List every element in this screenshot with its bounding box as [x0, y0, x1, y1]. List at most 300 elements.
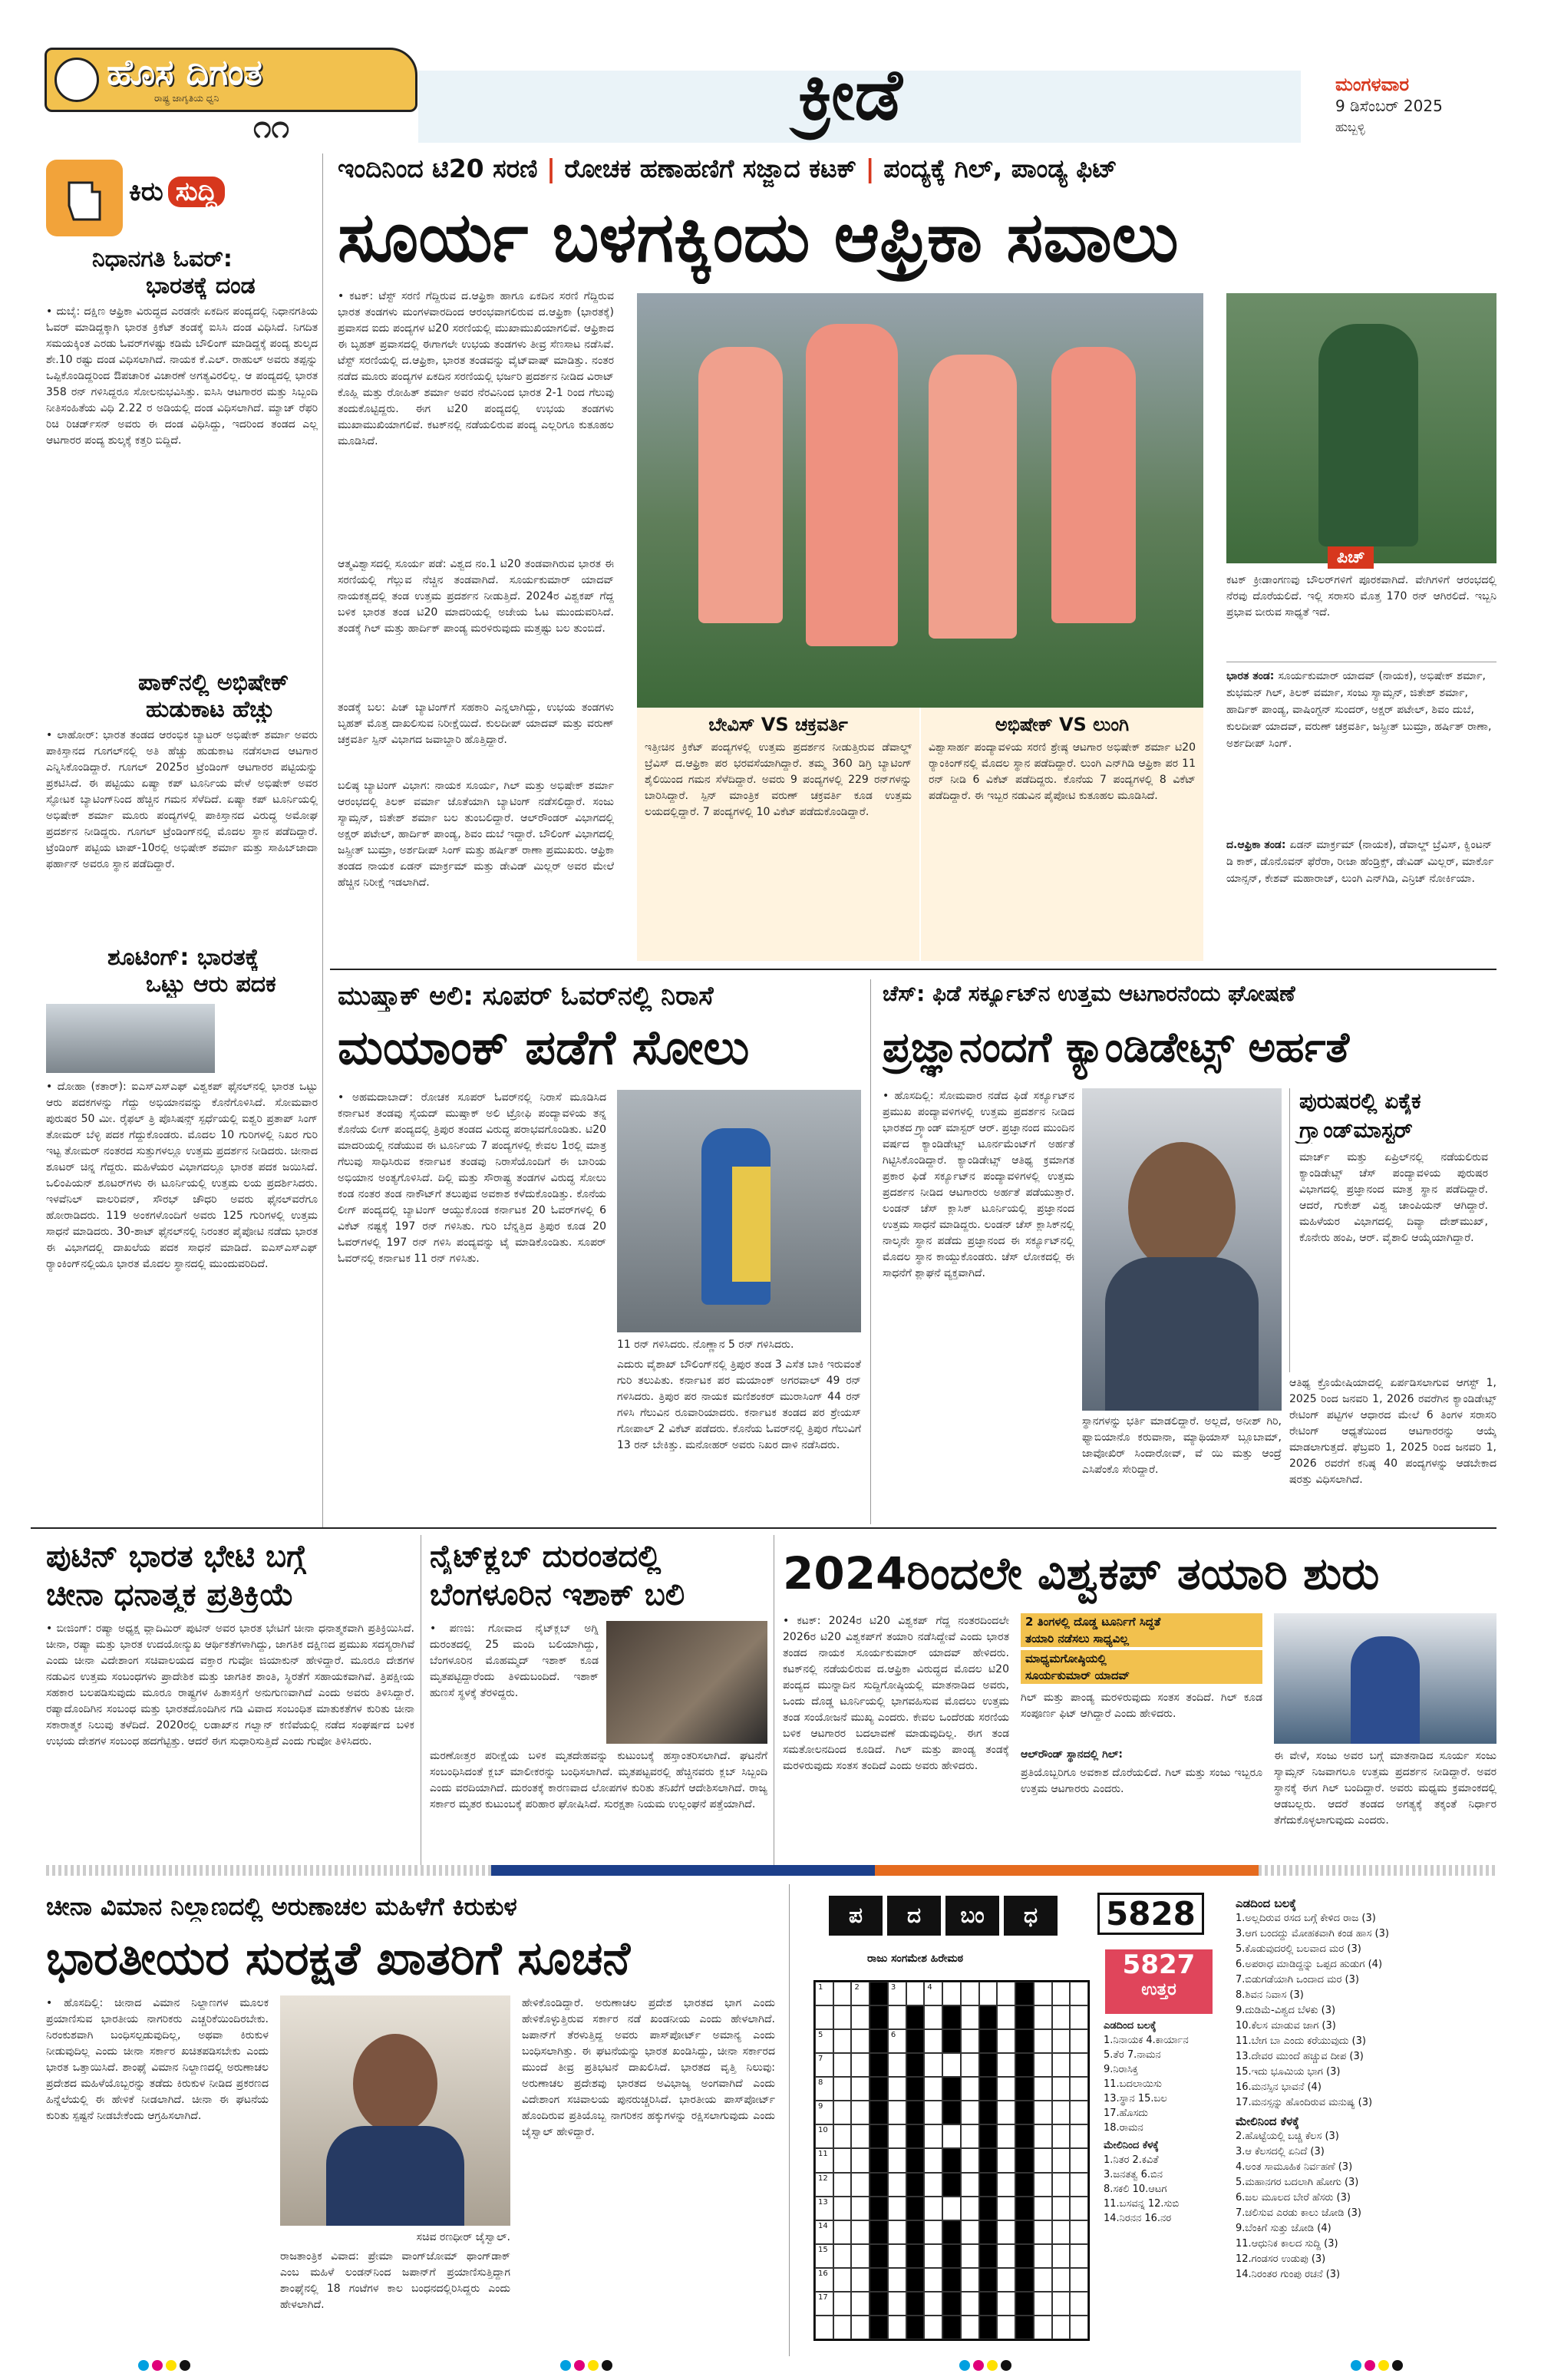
crossword-cell[interactable] — [942, 2124, 961, 2148]
crossword-cell[interactable] — [924, 2244, 942, 2268]
crossword-cell — [979, 2101, 998, 2124]
crossword-cell[interactable] — [961, 2197, 979, 2220]
crossword-cell — [906, 2173, 925, 2197]
brief-title: ಭಾರತಕ್ಕೆ ದಂಡ — [146, 272, 256, 299]
crossword-cell[interactable] — [1052, 2101, 1071, 2124]
logo-text: ಹೊಸ ದಿಗಂತ — [107, 51, 262, 93]
crossword-cell — [906, 2029, 925, 2053]
crossword-answers: ಎಡದಿಂದ ಬಲಕ್ಕೆ 1.ನಿನಾಯಕ 4.ಕಾರ್ಯಾನ 5.ತೆರ 7.ನಾಮನ 9.ನಿರಾಸಿಕ್ತ 11.ಬದಲಾಯಿಸು 13.ಸ್ಥಾನ 15.ಬಲ 17.ಹೊಸದು 18.ರಾಮನ ಮೇಲಿನಿಂದ ಕೆಳಕ್ಕೆ 1.ನಿತರ 2.ಕವಿತೆ 3.ಜನತತ್ವ 6.ಬಿನ 8.ಸಕಲಿ 10.ಆಟಗ 11.ಬಸವನ್ನ 12.ಸುಬಿ 14.ನಿರನನ 16.ನರ — [1104, 2019, 1219, 2349]
crossword-cell[interactable] — [1034, 2173, 1052, 2197]
sa-squad: ದ.ಆಫ್ರಿಕಾ ತಂಡ: ಏಡನ್ ಮಾರ್ಕ್ರಮ್ (ನಾಯಕ), ಡೆವಾಲ್ಡ್ ಬ್ರೆವಿಸ್, ಕ್ವಿಂಟನ್ ಡಿ ಕಾಕ್, ಡೊನೊವನ್ ಫೆರೆರಾ, ರೀಜಾ ಹೆಂಡ್ರಿಕ್ಸ್, ಡೇವಿಡ್ ಮಿಲ್ಲರ್, ಮಾರ್ಕೊ ಯಾನ್ಸನ್, ಕೇಶವ್ ಮಹಾರಾಜ್, ಲುಂಗಿ ಎನ್‌ಗಿಡಿ, ಎನ್ರಿಚ್ ನೋರ್ಕಿಯಾ. — [1226, 839, 1494, 885]
pragg-headline: ಪ್ರಜ್ಞಾನಂದಗೆ ಕ್ಯಾಂಡಿಡೇಟ್ಸ್ ಅರ್ಹತೆ — [883, 1023, 1350, 1071]
crossword-cell[interactable] — [1070, 2053, 1088, 2077]
crossword-cell[interactable] — [942, 1982, 961, 2005]
crossword-cell[interactable] — [1052, 2173, 1071, 2197]
crossword-cell[interactable] — [924, 2220, 942, 2244]
crossword-cell[interactable] — [997, 2148, 1015, 2172]
crossword-cell[interactable] — [1070, 2197, 1088, 2220]
crossword-cell[interactable] — [961, 2005, 979, 2029]
masthead-day: ಮಂಗಳವಾರ — [1335, 74, 1410, 95]
pitch-label: ಪಿಚ್ — [1328, 546, 1374, 569]
crossword-cell[interactable] — [1070, 2148, 1088, 2172]
crossword-cell — [906, 2292, 925, 2316]
pragg-body: • ಹೊಸದಿಲ್ಲಿ: ಸೋಮವಾರ ನಡೆದ ಫಿಡೆ ಸರ್ಕ್ಯೂಟ್‌ನ ಪ್ರಮುಖ ಪಂದ್ಯಾವಳಿಗಳಲ್ಲಿ ಉತ್ತಮ ಪ್ರದರ್ಶನ ನೀಡಿದ ಭಾರತದ ಗ್ರ್ಯಾಂಡ್ ಮಾಸ್ಟರ್ ಆರ್. ಪ್ರಜ್ಞಾನಂದ ಮುಂದಿನ ವರ್ಷದ ಕ್ಯಾಂಡಿಡೇಟ್ಸ್ ಟೂರ್ನಮೆಂಟ್‌ಗೆ ಅರ್ಹತೆ ಗಿಟ್ಟಿಸಿಕೊಂಡಿದ್ದಾರೆ. ಕ್ಯಾಂಡಿಡೇಟ್ಸ್ ಆತಿಥ್ಯ ಕ್ರಮಾಗತ ಪ್ರಕಾರ ಫಿಡೆ ಸರ್ಕ್ಯೂಟ್‌ನ ಪಂದ್ಯಾವಳಿಗಳಲ್ಲಿ ಉತ್ತಮ ಪ್ರದರ್ಶನ ನೀಡಿದ ಆಟಗಾರರು ಅರ್ಹತೆ ಪಡೆಯುತ್ತಾರೆ. ಲಂಡನ್ ಚೆಸ್ ಕ್ಲಾಸಿಕ್ ಟೂರ್ನಿಯಲ್ಲಿ ಪ್ರಜ್ಞಾನಂದ ಉತ್ತಮ ಸಾಧನೆ ಮಾಡಿದ್ದರು. ಲಂಡನ್ ಚೆಸ್ ಕ್ಲಾಸಿಕ್‌ನಲ್ಲಿ ನಾಲ್ಕನೇ ಸ್ಥಾನ ಪಡೆದು ಪ್ರಜ್ಞಾನಂದ ಈ ಸರ್ಕ್ಯೂಟ್‌ನಲ್ಲಿ ಮೊದಲ ಸ್ಥಾನ ಕಾಯ್ದುಕೊಂಡರು. ಚೆಸ್ ಲೋಕದಲ್ಲಿ ಈ ಸಾಧನೆಗೆ ಶ್ಲಾಘನೆ ವ್ಯಕ್ತವಾಗಿದೆ. — [883, 1090, 1074, 1279]
crossword-cell[interactable] — [1034, 2316, 1052, 2339]
crossword-cell[interactable] — [888, 2005, 906, 2029]
crossword-cell[interactable] — [888, 2268, 906, 2292]
crossword-cell[interactable] — [1052, 2220, 1071, 2244]
crossword-cell[interactable] — [924, 2053, 942, 2077]
crossword-cell[interactable] — [924, 2268, 942, 2292]
crossword-cell — [869, 2124, 888, 2148]
crossword-cell[interactable] — [961, 2268, 979, 2292]
crossword-cell[interactable] — [888, 2220, 906, 2244]
crossword-cell[interactable] — [851, 2268, 869, 2292]
crossword-cell[interactable] — [961, 2173, 979, 2197]
crossword-cell[interactable] — [942, 2053, 961, 2077]
crossword-cell[interactable]: 7 — [815, 2053, 833, 2077]
crossword-cell — [942, 2316, 961, 2339]
crossword-cell[interactable] — [997, 2292, 1015, 2316]
crossword-cell[interactable] — [1070, 2124, 1088, 2148]
crossword-cell[interactable] — [1070, 1982, 1088, 2005]
india-squad: ಭಾರತ ತಂಡ: ಸೂರ್ಯಕುಮಾರ್ ಯಾದವ್ (ನಾಯಕ), ಅಭಿಷೇಕ್ ಶರ್ಮಾ, ಶುಭಮನ್ ಗಿಲ್, ತಿಲಕ್ ವರ್ಮಾ, ಸಂಜು ಸ್ಯಾಮ್ಸನ್, ಜಿತೇಶ್ ಶರ್ಮಾ, ಹಾರ್ದಿಕ್ ಪಾಂಡ್ಯ, ವಾಷಿಂಗ್ಟನ್ ಸುಂದರ್, ಅಕ್ಷರ್ ಪಟೇಲ್, ಶಿವಂ ದುಬೆ, ಕುಲದೀಪ್ ಯಾದವ್, ವರುಣ್ ಚಕ್ರವರ್ತಿ, ಜಸ್ಪ್ರೀತ್ ಬುಮ್ರಾ, ಹರ್ಷಿತ್ ರಾಣಾ, ಅರ್ಶದೀಪ್ ಸಿಂಗ್. — [1226, 670, 1492, 750]
clue-across: 10.ಕೆಲಸ ಮಾಡುವ ಜಾಗ (3) — [1236, 2020, 1336, 2032]
crossword-cell[interactable] — [997, 2077, 1015, 2101]
crossword-cell[interactable] — [997, 2197, 1015, 2220]
answer-down: 1.ನಿತರ 2.ಕವಿತೆ — [1104, 2154, 1159, 2166]
crossword-cell — [942, 2029, 961, 2053]
crossword-cell[interactable] — [851, 2220, 869, 2244]
box-body: ಮಾರ್ಚ್ ಮತ್ತು ಏಪ್ರಿಲ್‌ನಲ್ಲಿ ನಡೆಯಲಿರುವ ಕ್ಯಾಂಡಿಡೇಟ್ಸ್ ಚೆಸ್ ಪಂದ್ಯಾವಳಿಯ ಪುರುಷರ ವಿಭಾಗದಲ್ಲಿ ಪ್ರಜ್ಞಾನಂದ ಮಾತ್ರ ಸ್ಥಾನ ಪಡೆದಿದ್ದಾರೆ. ಆದರೆ, ಗುಕೇಶ್ ವಿಶ್ವ ಚಾಂಪಿಯನ್ ಆಗಿದ್ದಾರೆ. ಮಹಿಳೆಯರ ವಿಭಾಗದಲ್ಲಿ ದಿವ್ಯಾ ದೇಶ್‌ಮುಖ್, ಕೊನೇರು ಹಂಪಿ, ಆರ್. ವೈಶಾಲಿ ಆಯ್ಕೆಯಾಗಿದ್ದಾರೆ. — [1299, 1151, 1488, 1244]
crossword-cell[interactable]: 15 — [815, 2244, 833, 2268]
pragg-body: ಸ್ಥಾನಗಳನ್ನು ಭರ್ತಿ ಮಾಡಲಿದ್ದಾರೆ. ಅಲ್ಲದೆ, ಅನೀಶ್ ಗಿರಿ, ಫ್ಯಾಬಿಯಾನೊ ಕರುವಾನಾ, ಮ್ಯಾಥಿಯಾಸ್ ಬ್ಲೂಬಾಮ್, ಜಾವೋಖಿರ್ ಸಿಂದಾರೋವ್, ವೆ ಯಿ ಮತ್ತು ಆಂದ್ರೆ ಎಸಿಪೆಂಕೊ ಸೇರಿದ್ದಾರೆ. — [1082, 1415, 1282, 1476]
jaiswal-photo — [280, 1995, 510, 2226]
crossword-cell[interactable] — [851, 2316, 869, 2339]
crossword-cell[interactable] — [961, 2316, 979, 2339]
crossword-cell[interactable] — [888, 2101, 906, 2124]
brief-3 — [46, 944, 318, 1516]
crossword-cell — [869, 2220, 888, 2244]
crossword-cell[interactable] — [1052, 2197, 1071, 2220]
crossword-cells — [813, 1980, 1090, 2341]
worldcup-body: ಪ್ರತಿಯೊಬ್ಬರಿಗೂ ಅವಕಾಶ ದೊರೆಯಲಿದೆ. ಗಿಲ್ ಮತ್ತು ಸಂಜು ಇಬ್ಬರೂ ಉತ್ತಮ ಆಟಗಾರರು ಎಂದರು. — [1021, 1767, 1262, 1795]
crossword-cell[interactable] — [851, 2124, 869, 2148]
answer-down: 11.ಬಸವನ್ನ 12.ಸುಬಿ — [1104, 2198, 1180, 2210]
crossword-cell[interactable] — [961, 2124, 979, 2148]
logo-emblem-icon — [54, 58, 99, 102]
crossword-cell[interactable] — [1070, 2316, 1088, 2339]
worldcup-sub: ತಯಾರಿ ನಡೆಸಲು ಸಾಧ್ಯವಿಲ್ಲ — [1021, 1630, 1262, 1647]
crossword-cell — [979, 2029, 998, 2053]
clue-down: 7.ಚಲಿಸುವ ಎರಡು ಕಾಲು ಜೋಡಿ (3) — [1236, 2207, 1362, 2219]
crossword-cell — [906, 2101, 925, 2124]
crossword-cell[interactable] — [1034, 2077, 1052, 2101]
crossword-cell[interactable] — [1034, 2220, 1052, 2244]
clue-down: 12.ಗಂಡಸರ ಉಡುಪು (3) — [1236, 2253, 1326, 2265]
section-separator-bar — [46, 1865, 1496, 1876]
pitch-text: ಕಟಕ್ ಕ್ರೀಡಾಂಗಣವು ಬೌಲರ್‌ಗಳಿಗೆ ಪೂರಕವಾಗಿದೆ. ವೇಗಿಗಳಿಗೆ ಆರಂಭದಲ್ಲಿ ನೆರವು ದೊರೆಯಲಿದೆ. ಇಲ್ಲಿ ಸರಾಸರಿ ಮೊತ್ತ 170 ರನ್ ಆಗಿರಲಿದೆ. ಇಬ್ಬನಿ ಪ್ರಭಾವ ಬೀರುವ ಸಾಧ್ಯತೆ ಇದೆ. — [1226, 574, 1496, 619]
crossword-cell — [906, 2268, 925, 2292]
crossword-cell[interactable] — [924, 2077, 942, 2101]
brief-title: ಒಟ್ಟು ಆರು ಪದಕ — [146, 971, 276, 998]
kirusuddi-label: ಕಿರು ಸುದ್ದಿ — [129, 177, 225, 207]
crossword-cell — [906, 2148, 925, 2172]
crossword-cell[interactable] — [1070, 2173, 1088, 2197]
lead-body: ಬಲಿಷ್ಠ ಬ್ಯಾಟಿಂಗ್ ವಿಭಾಗ: ನಾಯಕ ಸೂರ್ಯ, ಗಿಲ್ ಮತ್ತು ಅಭಿಷೇಕ್ ಶರ್ಮಾ ಆರಂಭದಲ್ಲಿ ತಿಲಕ್ ವರ್ಮಾ ಜೊತೆಯಾಗಿ ಬ್ಯಾಟಿಂಗ್ ನಡೆಸಲಿದ್ದಾರೆ. ಸಂಜು ಸ್ಯಾಮ್ಸನ್, ಜಿತೇಶ್ ಶರ್ಮಾ ಬಲ ತುಂಬಲಿದ್ದಾರೆ. ಆಲ್‌ರೌಂಡರ್ ವಿಭಾಗದಲ್ಲಿ ಅಕ್ಷರ್ ಪಟೇಲ್, ಹಾರ್ದಿಕ್ ಪಾಂಡ್ಯ, ಶಿವಂ ದುಬೆ ಇದ್ದಾರೆ. ಬೌಲಿಂಗ್ ವಿಭಾಗದಲ್ಲಿ ಜಸ್ಪ್ರೀತ್ ಬುಮ್ರಾ, ಅರ್ಶದೀಪ್ ಸಿಂಗ್ ಮತ್ತು ಹರ್ಷಿತ್ ರಾಣಾ ಪ್ರಮುಖರು. ಆಫ್ರಿಕಾ ತಂಡದ ನಾಯಕ ಏಡನ್ ಮಾರ್ಕ್ರಮ್ ಮತ್ತು ಡೇವಿಡ್ ಮಿಲ್ಲರ್ ಅವರ ಮೇಲೆ ಹೆಚ್ಚಿನ ನಿರೀಕ್ಷೆ ಇಡಲಾಗಿದೆ. — [338, 780, 614, 889]
shooter-photo — [46, 1004, 215, 1073]
crossword-cell — [1015, 2220, 1034, 2244]
brief-title: ಶೂಟಿಂಗ್: ಭಾರತಕ್ಕೆ — [107, 944, 259, 971]
crossword-cell[interactable] — [833, 2053, 852, 2077]
crossword-cell[interactable] — [924, 2316, 942, 2339]
crossword-cell — [1015, 1982, 1034, 2005]
crossword-cell[interactable] — [851, 2244, 869, 2268]
putin-headline: ಚೀನಾ ಧನಾತ್ಮಕ ಪ್ರತಿಕ್ರಿಯೆ — [46, 1577, 294, 1613]
box-title: ಪುರುಷರಲ್ಲಿ ಏಕೈಕ — [1299, 1088, 1421, 1114]
crossword-cell[interactable] — [1052, 2268, 1071, 2292]
crossword-cell[interactable] — [1034, 2292, 1052, 2316]
crossword-cell[interactable] — [815, 2005, 833, 2029]
crossword-cell — [979, 2053, 998, 2077]
crossword-cell — [869, 1982, 888, 2005]
mayank-body: • ಅಹಮದಾಬಾದ್: ರೋಚಕ ಸೂಪರ್ ಓವರ್‌ನಲ್ಲಿ ನಿರಾಸೆ ಮೂಡಿಸಿದ ಕರ್ನಾಟಕ ತಂಡವು ಸೈಯದ್ ಮುಷ್ತಾಕ್ ಅಲಿ ಟ್ರೋಫಿ ಪಂದ್ಯಾವಳಿಯ ತನ್ನ ಕೊನೆಯ ಲೀಗ್ ಪಂದ್ಯದಲ್ಲಿ ತ್ರಿಪುರ ತಂಡದ ವಿರುದ್ಧ ಪರಾಭವಗೊಂಡಿತು. ಟಿ20 ಮಾದರಿಯಲ್ಲಿ ನಡೆಯುವ ಈ ಟೂರ್ನಿಯ 7 ಪಂದ್ಯಗಳಲ್ಲಿ ಕೇವಲ 1ರಲ್ಲಿ ಮಾತ್ರ ಗೆಲುವು ಸಾಧಿಸಿರುವ ಕರ್ನಾಟಕ ತಂಡವು ನಿರಾಸೆಯೊಂದಿಗೆ ಈ ಬಾರಿಯ ಅಭಿಯಾನ ಅಂತ್ಯಗೊಳಿಸಿದೆ. ದಿಲ್ಲಿ ಮತ್ತು ಸೌರಾಷ್ಟ್ರ ತಂಡಗಳ ವಿರುದ್ಧ ಸೋಲು ಕಂಡ ನಂತರ ತಂಡ ನಾಕೌಟ್‌ಗೆ ತಲುಪುವ ಅವಕಾಶ ಕಳೆದುಕೊಂಡಿತ್ತು. ಕೊನೆಯ ಲೀಗ್ ಪಂದ್ಯದಲ್ಲಿ ಬ್ಯಾಟಿಂಗ್ ಆಯ್ದುಕೊಂಡ ಕರ್ನಾಟಕ 20 ಓವರ್‌ಗಳಲ್ಲಿ 6 ವಿಕೆಟ್ ನಷ್ಟಕ್ಕೆ 197 ರನ್ ಗಳಿಸಿತು. ಗುರಿ ಬೆನ್ನತ್ತಿದ ತ್ರಿಪುರ ಕೂಡ 20 ಓವರ್‌ಗಳಲ್ಲಿ 197 ರನ್ ಗಳಿಸಿ ಪಂದ್ಯವನ್ನು ಟೈ ಮಾಡಿಕೊಂಡಿತು. ಸೂಪರ್ ಓವರ್‌ನಲ್ಲಿ ಕರ್ನಾಟಕ 11 ರನ್ ಗಳಿಸಿತು. — [338, 1091, 606, 1265]
crossword-cell — [869, 2316, 888, 2339]
brief-title: ಹುಡುಕಾಟ ಹೆಚ್ಚು — [146, 696, 276, 723]
crossword-cell[interactable]: 14 — [815, 2220, 833, 2244]
box-title: ಗ್ರ್ಯಾಂಡ್‌ಮಾಸ್ಟರ್ — [1299, 1117, 1413, 1143]
crossword-cell[interactable] — [997, 2101, 1015, 2124]
crossword-cell[interactable] — [1052, 1982, 1071, 2005]
crossword-cell[interactable] — [888, 2077, 906, 2101]
crossword-cell[interactable] — [1034, 2197, 1052, 2220]
crossword-cell[interactable] — [833, 2268, 852, 2292]
crossword-cell — [869, 2148, 888, 2172]
masthead — [0, 0, 1541, 146]
crossword-cell — [906, 2197, 925, 2220]
crossword-cell[interactable] — [961, 2077, 979, 2101]
crossword-cell — [979, 2148, 998, 2172]
crossword-cell[interactable] — [1052, 2316, 1071, 2339]
crossword-cell[interactable] — [833, 2316, 852, 2339]
crossword-cell[interactable] — [851, 2292, 869, 2316]
crossword-cell[interactable] — [833, 2148, 852, 2172]
crossword-cell[interactable] — [1034, 2053, 1052, 2077]
crossword-cell[interactable] — [815, 2316, 833, 2339]
crossword-cell — [1015, 2077, 1034, 2101]
print-marks — [560, 2359, 615, 2374]
brief-body: • ದೋಹಾ (ಕತಾರ್): ಐಎಸ್‌ಎಸ್‌ಎಫ್ ವಿಶ್ವಕಪ್ ಫೈನಲ್‌ನಲ್ಲಿ ಭಾರತ ಒಟ್ಟು ಆರು ಪದಕಗಳನ್ನು ಗೆದ್ದು ಅಭಿಯಾನವನ್ನು ಕೊನೆಗೊಳಿಸಿದೆ. ಸೋಮವಾರ ಪುರುಷರ 50 ಮೀ. ರೈಫಲ್ ತ್ರಿ ಪೊಸಿಷನ್ಸ್ ಸ್ಪರ್ಧೆಯಲ್ಲಿ ಐಶ್ವರಿ ಪ್ರತಾಪ್ ಸಿಂಗ್ ತೋಮರ್ ಬೆಳ್ಳಿ ಪದಕ ಗೆದ್ದುಕೊಂಡರು. ಮೊದಲ 10 ಗುರಿಗಳಲ್ಲಿ ನಿಖರ ಗುರಿ ಇಟ್ಟ ತೋಮರ್ ನಂತರದ ಸುತ್ತುಗಳಲ್ಲೂ ಉತ್ತಮ ಪ್ರದರ್ಶನ ನೀಡಿದರು. ಚೀನಾದ ಶೂಟರ್ ಚಿನ್ನ ಗೆದ್ದರು. ಮಹಿಳೆಯರ ವಿಭಾಗದಲ್ಲೂ ಭಾರತ ಪದಕ ಜಯಿಸಿದೆ. ಒಲಿಂಪಿಯನ್ ಶೂಟರ್‌ಗಳು ಈ ಟೂರ್ನಿಯಲ್ಲಿ ಉತ್ತಮ ಲಯ ಪ್ರದರ್ಶಿಸಿದರು. ಇಳವೆನಿಲ್ ವಾಲರಿವನ್, ಸೌರಭ್ ಚೌಧರಿ ಅವರು ಫೈನಲ್‌ವರೆಗೂ ಹೋರಾಡಿದರು. 119 ಅಂಕಗಳೊಂದಿಗೆ ಅವರು 125 ಗುರಿಗಳಲ್ಲಿ ಉತ್ತಮ ಸಾಧನೆ ಮಾಡಿದರು. 30-ಶಾಟ್ ಫೈನಲ್‌ನಲ್ಲಿ ನಿರಂತರ ಪೈಪೋಟಿ ನಡೆದು ಭಾರತ ಈ ವಿಭಾಗದಲ್ಲಿ ದಾಖಲೆಯ ಪದಕ ಸಾಧನೆ ಮಾಡಿದೆ. ಐಎಸ್‌ಎಸ್‌ಎಫ್ ರ‍್ಯಾಂಕಿಂಗ್‌ನಲ್ಲಿಯೂ ಭಾರತ ಮೊದಲ ಸ್ಥಾನದಲ್ಲಿ ಮುಂದುವರಿದಿದೆ. — [46, 1081, 318, 1270]
crossword-cell[interactable] — [924, 2292, 942, 2316]
nightclub-headline: ನೈಟ್‌ಕ್ಲಬ್ ದುರಂತದಲ್ಲಿ — [430, 1539, 662, 1574]
crossword-cell[interactable] — [997, 2244, 1015, 2268]
crossword-cell[interactable] — [997, 2268, 1015, 2292]
nightclub-headline: ಬೆಂಗಳೂರಿನ ಇಶಾಕ್ ಬಲಿ — [430, 1577, 685, 1613]
crossword-cell[interactable] — [906, 1982, 925, 2005]
crossword-cell[interactable] — [833, 2077, 852, 2101]
crossword-cell — [906, 2220, 925, 2244]
crossword-cell[interactable] — [851, 2005, 869, 2029]
caption-body: ಇತ್ತೀಚಿನ ಕ್ರಿಕೆಟ್ ಪಂದ್ಯಗಳಲ್ಲಿ ಉತ್ತಮ ಪ್ರದರ್ಶನ ನೀಡುತ್ತಿರುವ ಡೆವಾಲ್ಡ್ ಬ್ರೆವಿಸ್ ದ.ಆಫ್ರಿಕಾ ಪರ ಭರವಸೆಯಾಗಿದ್ದಾರೆ. ತಮ್ಮ 360 ಡಿಗ್ರಿ ಬ್ಯಾಟಿಂಗ್ ಶೈಲಿಯಿಂದ ಗಮನ ಸೆಳೆದಿದ್ದಾರೆ. ಅವರು 9 ಪಂದ್ಯಗಳಲ್ಲಿ 229 ರನ್‌ಗಳನ್ನು ಬಾರಿಸಿದ್ದಾರೆ. ಸ್ಪಿನ್ ಮಾಂತ್ರಿಕ ವರುಣ್ ಚಕ್ರವರ್ತಿ ಕೂಡ ಉತ್ತಮ ಲಯದಲ್ಲಿದ್ದಾರೆ. 7 ಪಂದ್ಯಗಳಲ್ಲಿ 10 ವಿಕೆಟ್ ಪಡೆದುಕೊಂಡಿದ್ದಾರೆ. — [645, 741, 912, 818]
crossword-cell[interactable] — [1070, 2101, 1088, 2124]
crossword-clues: ಎಡದಿಂದ ಬಲಕ್ಕೆ 1.ಅಲ್ಲದಿರುವ ರಸದ ಬಗ್ಗೆ ಕೇಳಿದ ರಾಜ (3) 3.ಆಗ ಬಂದದ್ದು ಮೋಹಕವಾಗಿ ಕಂಡ ಹಾಸ (3) 5.ಕೊಡುವುದರಲ್ಲಿ ಬಲವಾದ ಮರ (3) 6.ಅಪರಾಧ ಮಾಡಿದ್ದನ್ನು ಒಪ್ಪದ ಹುಡುಗ (4) 7.ಬಿಡುಗಡೆಯಾಗಿ ಒಂದಾದ ಮರ (3) 8.ಶಿವನ ನಿವಾಸ (3) 9.ದುಡಿಮೆ-ವಿಶ್ವದ ಬೆಳಕು (3) 10.ಕೆಲಸ ಮಾಡುವ ಜಾಗ (3) 11.ಬೇಗ ಬಾ ಎಂದು ಕರೆಯುವುದು (3) 13.ದೇವರ ಮುಂದೆ ಹಚ್ಚುವ ದೀಪ (3) 15.ಇದು ಭೂಮಿಯ ಭಾಗ (3) 16.ಮನಸ್ಸಿನ ಭಾವನೆ (4) 17.ಮನಸ್ಸನ್ನು ಹೊಂದಿರುವ ಮನುಷ್ಯ (3) ಮೇಲಿನಿಂದ ಕೆಳಕ್ಕೆ 2.ಹೊಟ್ಟೆಯಲ್ಲಿ ಬಚ್ಚಿ ಕೆಲಸ (3) 3.ಆ ಕೆಲಸದಲ್ಲಿ ಏನಿದೆ (3) 4.ಅಂತ ಸಾಮೂಹಿಕ ನಿರ್ವಹಣೆ (3) 5.ಮಹಾನಗರ ಬದಲಾಗಿ ಹೋಗು (3) 6.ಜಲ ಮೂಲದ ಬೇರೆ ಹೆಸರು (3) 7.ಚಲಿಸುವ ಎರಡು ಕಾಲು ಜೋಡಿ (3) 9.ಬೆಂಕಿಗೆ ಸುತ್ತು ಜೋಡಿ (4) 11.ಆಧುನಿಕ ಕಾಲದ ಸುದ್ದಿ (3) 12.ಗಂಡಸರ ಉಡುಪು (3) 14.ನಿರಂತರ ಗುಂಪು ರಚನೆ (3) — [1236, 1896, 1496, 2356]
crossword-cell[interactable] — [1070, 2220, 1088, 2244]
caption-abhishek — [921, 708, 1203, 961]
crossword-cell[interactable]: 16 — [815, 2268, 833, 2292]
crossword-cell[interactable] — [833, 2005, 852, 2029]
crossword-cell[interactable] — [851, 2029, 869, 2053]
crossword-cell — [942, 2268, 961, 2292]
crossword-cell[interactable]: 10 — [815, 2124, 833, 2148]
crossword-cell[interactable]: 2 — [851, 1982, 869, 2005]
crossword-cell[interactable] — [961, 1982, 979, 2005]
brief-2 — [46, 669, 318, 938]
worldcup-sub: ಮಾಧ್ಯಮಗೋಷ್ಠಿಯಲ್ಲಿ — [1021, 1650, 1262, 1667]
crossword-cell[interactable] — [997, 2029, 1015, 2053]
crossword-cell[interactable] — [851, 2077, 869, 2101]
lead-body: ತಂಡಕ್ಕೆ ಬಲ: ಪಿಚ್ ಬ್ಯಾಟಿಂಗ್‌ಗೆ ಸಹಕಾರಿ ಎನ್ನಲಾಗಿದ್ದು, ಉಭಯ ತಂಡಗಳು ಬೃಹತ್ ಮೊತ್ತ ದಾಖಲಿಸುವ ನಿರೀಕ್ಷೆಯಿದೆ. ಕುಲದೀಪ್ ಯಾದವ್ ಮತ್ತು ವರುಣ್ ಚಕ್ರವರ್ತಿ ಸ್ಪಿನ್ ವಿಭಾಗದ ಜವಾಬ್ದಾರಿ ಹೊತ್ತಿದ್ದಾರೆ. — [338, 701, 614, 746]
crossword-cell[interactable] — [1034, 1982, 1052, 2005]
clue-down: 4.ಅಂತ ಸಾಮೂಹಿಕ ನಿರ್ವಹಣೆ (3) — [1236, 2161, 1353, 2173]
crossword-cell[interactable] — [1034, 2005, 1052, 2029]
nightclub-fire-photo — [606, 1621, 767, 1744]
crossword-cell — [942, 2101, 961, 2124]
brief-body: • ದುಬೈ: ದಕ್ಷಿಣ ಆಫ್ರಿಕಾ ವಿರುದ್ಧದ ಎರಡನೇ ಏಕದಿನ ಪಂದ್ಯದಲ್ಲಿ ನಿಧಾನಗತಿಯ ಓವರ್ ಮಾಡಿದ್ದಕ್ಕಾಗಿ ಭಾರತ ಕ್ರಿಕೆಟ್ ತಂಡಕ್ಕೆ ಐಸಿಸಿ ದಂಡ ವಿಧಿಸಿದೆ. ನಿಗದಿತ ಸಮಯಕ್ಕಿಂತ ಎರಡು ಓವರ್‌ಗಳಷ್ಟು ಕಡಿಮೆ ಬೌಲಿಂಗ್ ಮಾಡಿದ್ದಕ್ಕೆ ಪಂದ್ಯ ಶುಲ್ಕದ ಶೇ.10 ರಷ್ಟು ದಂಡ ವಿಧಿಸಲಾಗಿದೆ. ನಾಯಕ ಕೆ.ಎಲ್. ರಾಹುಲ್ ಅವರು ತಪ್ಪನ್ನು ಒಪ್ಪಿಕೊಂಡಿದ್ದರಿಂದ ಔಪಚಾರಿಕ ವಿಚಾರಣೆ ಅಗತ್ಯವಿರಲಿಲ್ಲ. ಆ ಪಂದ್ಯದಲ್ಲಿ ಭಾರತ 358 ರನ್ ಗಳಿಸಿದ್ದರೂ ಸೋಲನುಭವಿಸಿತ್ತು. ಐಸಿಸಿ ಆಟಗಾರರ ಮತ್ತು ಸಿಬ್ಬಂದಿ ನೀತಿಸಂಹಿತೆಯ ವಿಧಿ 2.22 ರ ಅಡಿಯಲ್ಲಿ ದಂಡ ವಿಧಿಸಲಾಗಿದೆ. ಮ್ಯಾಚ್ ರೆಫರಿ ರಿಚಿ ರಿಚರ್ಡ್‌ಸನ್ ಅವರು ಈ ದಂಡ ವಿಧಿಸಿದ್ದು, ಇದರಿಂದ ತಂಡದ ಎಲ್ಲ ಆಟಗಾರರ ಪಂದ್ಯ ಶುಲ್ಕಕ್ಕೆ ಕತ್ತರಿ ಬಿದ್ದಿದೆ. — [46, 305, 318, 447]
crossword-cell[interactable] — [1034, 2244, 1052, 2268]
crossword-cell — [869, 2101, 888, 2124]
caption-title: ಬೇವಿಸ್ VS ಚಕ್ರವರ್ತಿ — [708, 714, 848, 735]
brief-1 — [46, 246, 318, 664]
worldcup-subhead: ಆಲ್‌ರೌಂಡ್ ಸ್ಥಾನದಲ್ಲಿ ಗಿಲ್: — [1021, 1748, 1123, 1761]
print-marks — [1351, 2359, 1406, 2374]
crossword-cell[interactable] — [961, 2244, 979, 2268]
crossword-cell — [979, 2292, 998, 2316]
crossword-cell[interactable] — [924, 2148, 942, 2172]
crossword-cell[interactable] — [1070, 2268, 1088, 2292]
crossword-cell[interactable] — [997, 2173, 1015, 2197]
clue-across: 8.ಶಿವನ ನಿವಾಸ (3) — [1236, 1989, 1304, 2001]
crossword-cell[interactable] — [833, 2173, 852, 2197]
crossword-cell[interactable] — [1052, 2077, 1071, 2101]
crossword-cell[interactable] — [833, 2292, 852, 2316]
caption-brevis — [637, 708, 919, 961]
crossword-cell[interactable] — [851, 2197, 869, 2220]
mayank-headline: ಮಯಾಂಕ್ ಪಡೆಗೆ ಸೋಲು — [338, 1019, 750, 1075]
clue-across: 11.ಬೇಗ ಬಾ ಎಂದು ಕರೆಯುವುದು (3) — [1236, 2035, 1366, 2047]
crossword-cell[interactable] — [997, 2053, 1015, 2077]
crossword-cell[interactable] — [888, 2124, 906, 2148]
crossword-cell[interactable] — [1052, 2148, 1071, 2172]
worldcup-body: • ಕಟಕ್: 2024ರ ಟಿ20 ವಿಶ್ವಕಪ್ ಗೆದ್ದ ನಂತರದಿಂದಲೇ 2026ರ ಟಿ20 ವಿಶ್ವಕಪ್‌ಗೆ ತಯಾರಿ ನಡೆಸಿದ್ದೇವೆ ಎಂದು ಭಾರತ ತಂಡದ ನಾಯಕ ಸೂರ್ಯಕುಮಾರ್ ಯಾದವ್ ಹೇಳಿದರು. ಕಟಕ್‌ನಲ್ಲಿ ನಡೆಯಲಿರುವ ದ.ಆಫ್ರಿಕಾ ವಿರುದ್ಧದ ಮೊದಲ ಟಿ20 ಪಂದ್ಯದ ಮುನ್ನಾದಿನ ಸುದ್ದಿಗೋಷ್ಠಿಯಲ್ಲಿ ಮಾತನಾಡಿದ ಅವರು, ಒಂದು ದೊಡ್ಡ ಟೂರ್ನಿಯಲ್ಲಿ ಭಾಗವಹಿಸುವ ಮೊದಲು ಉತ್ತಮ ತಂಡ ಸಂಯೋಜನೆ ಮುಖ್ಯ ಎಂದರು. ಕೇವಲ ಒಂದೆರಡು ಸರಣಿಯ ಬಳಿಕ ಆಟಗಾರರ ಬದಲಾವಣೆ ಮಾಡುವುದಿಲ್ಲ. ಈಗ ತಂಡ ಸಮತೋಲನದಿಂದ ಕೂಡಿದೆ. ಗಿಲ್ ಮತ್ತು ಪಾಂಡ್ಯ ತಂಡಕ್ಕೆ ಮರಳಿರುವುದು ಸಂತಸ ತಂದಿದೆ ಎಂದು ಅವರು ಹೇಳಿದರು. — [783, 1615, 1009, 1772]
crossword-cell — [1015, 2244, 1034, 2268]
crossword-cell[interactable] — [961, 2292, 979, 2316]
crossword-cell — [942, 2220, 961, 2244]
crossword-cell — [1015, 2292, 1034, 2316]
crossword-cell[interactable] — [1070, 2292, 1088, 2316]
crossword-cell[interactable] — [1034, 2148, 1052, 2172]
crossword-cell[interactable] — [924, 2101, 942, 2124]
crossword-cell — [942, 2244, 961, 2268]
mayank-caption: 11 ರನ್ ಗಳಿಸಿದರು. ನೊಣ್ಣಾನ 5 ರನ್ ಗಳಿಸಿದರು. — [617, 1339, 794, 1351]
crossword-cell[interactable] — [1052, 2124, 1071, 2148]
crossword-cell[interactable] — [1052, 2244, 1071, 2268]
column-divider — [870, 979, 871, 1524]
grandmaster-box — [1289, 1088, 1497, 1372]
crossword-cell[interactable] — [1070, 2077, 1088, 2101]
crossword-cell[interactable] — [1034, 2029, 1052, 2053]
crossword-cell — [869, 2292, 888, 2316]
mayank-kicker: ಮುಷ್ತಾಕ್ ಅಲಿ: ಸೂಪರ್ ಓವರ್‌ನಲ್ಲಿ ನಿರಾಸೆ — [338, 981, 714, 1012]
crossword-cell — [869, 2197, 888, 2220]
crossword-cell[interactable] — [924, 2005, 942, 2029]
crossword-cell — [869, 2029, 888, 2053]
crossword-cell[interactable] — [888, 2173, 906, 2197]
crossword-cell — [979, 2077, 998, 2101]
crossword-cell[interactable] — [961, 2101, 979, 2124]
crossword-cell[interactable] — [1070, 2005, 1088, 2029]
crossword-cell[interactable] — [833, 2124, 852, 2148]
crossword-cell[interactable] — [888, 2197, 906, 2220]
crossword-cell[interactable] — [961, 2029, 979, 2053]
clue-across: 1.ಅಲ್ಲದಿರುವ ರಸದ ಬಗ್ಗೆ ಕೇಳಿದ ರಾಜ (3) — [1236, 1913, 1376, 1924]
crossword-cell — [1015, 2124, 1034, 2148]
column-divider — [322, 153, 323, 1527]
crossword-cell[interactable]: 13 — [815, 2197, 833, 2220]
crossword-cell[interactable]: 11 — [815, 2148, 833, 2172]
crossword-cell[interactable]: 1 — [815, 1982, 833, 2005]
crossword-cell — [869, 2077, 888, 2101]
crossword-cell — [942, 2077, 961, 2101]
crossword-cell[interactable]: 3 — [888, 1982, 906, 2005]
clue-across: 15.ಇದು ಭೂಮಿಯ ಭಾಗ (3) — [1236, 2066, 1341, 2078]
crossword-cell[interactable] — [851, 2173, 869, 2197]
crossword-cell[interactable] — [924, 2124, 942, 2148]
crossword-cell — [1015, 2173, 1034, 2197]
column-divider — [789, 1884, 790, 2356]
crossword-cell[interactable] — [888, 2316, 906, 2339]
crossword-cell[interactable] — [833, 2220, 852, 2244]
crossword-cell[interactable]: 5 — [815, 2029, 833, 2053]
crossword-cell — [906, 2077, 925, 2101]
lead-kicker: ಇಂದಿನಿಂದ ಟಿ20 ಸರಣಿ | ರೋಚಕ ಹಣಾಹಣಿಗೆ ಸಜ್ಜಾದ ಕಟಕ್ | ಪಂದ್ಯಕ್ಕೆ ಗಿಲ್, ಪಾಂಡ್ಯ ಫಿಟ್ — [338, 153, 1117, 183]
crossword-cell[interactable] — [1052, 2005, 1071, 2029]
crossword-title: ಪ ದ ಬಂ ಧ — [829, 1896, 1082, 1940]
crossword-cell[interactable]: 12 — [815, 2173, 833, 2197]
nightclub-body: ಮರಣೋತ್ತರ ಪರೀಕ್ಷೆಯ ಬಳಿಕ ಮೃತದೇಹವನ್ನು ಕುಟುಂಬಕ್ಕೆ ಹಸ್ತಾಂತರಿಸಲಾಗಿದೆ. ಘಟನೆಗೆ ಸಂಬಂಧಿಸಿದಂತೆ ಕ್ಲಬ್ ಮಾಲೀಕರನ್ನು ಬಂಧಿಸಲಾಗಿದೆ. ಮೃತಪಟ್ಟವರಲ್ಲಿ ಹೆಚ್ಚಿನವರು ಕ್ಲಬ್ ಸಿಬ್ಬಂದಿ ಎಂದು ವರದಿಯಾಗಿದೆ. ದುರಂತಕ್ಕೆ ಕಾರಣವಾದ ಲೋಪಗಳ ಕುರಿತು ತನಿಖೆಗೆ ಆದೇಶಿಸಲಾಗಿದೆ. ರಾಜ್ಯ ಸರ್ಕಾರ ಮೃತರ ಕುಟುಂಬಕ್ಕೆ ಪರಿಹಾರ ಘೋಷಿಸಿದೆ. ಸುರಕ್ಷತಾ ನಿಯಮ ಉಲ್ಲಂಘನೆ ಪತ್ತೆಯಾಗಿದೆ. — [430, 1750, 767, 1811]
crossword-cell — [1015, 2029, 1034, 2053]
crossword-cell — [869, 2053, 888, 2077]
crossword-cell[interactable] — [961, 2220, 979, 2244]
crossword-cell[interactable] — [1070, 2029, 1088, 2053]
crossword-cell — [942, 2005, 961, 2029]
crossword-cell[interactable]: 17 — [815, 2292, 833, 2316]
crossword-cell — [906, 2053, 925, 2077]
crossword-cell[interactable] — [1052, 2029, 1071, 2053]
worldcup-subhead-box — [1021, 1613, 1262, 1687]
clue-down: 6.ಜಲ ಮೂಲದ ಬೇರೆ ಹೆಸರು (3) — [1236, 2192, 1351, 2203]
crossword-cell[interactable] — [997, 2316, 1015, 2339]
section-title: ಕ್ರೀಡೆ — [798, 54, 902, 136]
crossword-cell[interactable]: 4 — [924, 1982, 942, 2005]
crossword-cell[interactable] — [851, 2148, 869, 2172]
china-body: ಹೇಳಿಕೊಂಡಿದ್ದಾರೆ. ಅರುಣಾಚಲ ಪ್ರದೇಶ ಭಾರತದ ಭಾಗ ಎಂದು ಹೇಳಿಕೊಳ್ಳುತ್ತಿರುವ ಸರ್ಕಾರ ನಡೆ ಖಂಡನೀಯ ಎಂದು ಹೇಳಲಾಗಿದೆ. ಜಪಾನ್‌ಗೆ ತೆರಳುತ್ತಿದ್ದ ಅವರು ಪಾಸ್‌ಪೋರ್ಟ್ ಅಮಾನ್ಯ ಎಂದು ಬಂಧಿಸಲಾಗಿತ್ತು. ಈ ಘಟನೆಯನ್ನು ಭಾರತ ಖಂಡಿಸಿದ್ದು, ಚೀನಾ ಸರ್ಕಾರದ ಮುಂದೆ ತೀವ್ರ ಪ್ರತಿಭಟನೆ ದಾಖಲಿಸಿದೆ. ಭಾರತದ ವೃತ್ತಿ ನಿಲುವು: ಅರುಣಾಚಲ ಪ್ರದೇಶವು ಭಾರತದ ಅವಿಭಾಜ್ಯ ಅಂಗವಾಗಿದೆ ಎಂದು ವಿದೇಶಾಂಗ ಸಚಿವಾಲಯ ಪುನರುಚ್ಚರಿಸಿದೆ. ಭಾರತೀಯ ಪಾಸ್‌ಪೋರ್ಟ್ ಹೊಂದಿರುವ ಪ್ರತಿಯೊಬ್ಬ ನಾಗರಿಕನ ಹಕ್ಕುಗಳನ್ನು ರಕ್ಷಿಸಲಾಗುವುದು ಎಂದು ಜೈಸ್ವಾಲ್ ಹೇಳಿದ್ದಾರೆ. — [522, 1997, 775, 2138]
crossword-cell[interactable] — [997, 2220, 1015, 2244]
clue-down: 2.ಹೊಟ್ಟೆಯಲ್ಲಿ ಬಚ್ಚಿ ಕೆಲಸ (3) — [1236, 2131, 1339, 2142]
crossword-cell[interactable] — [924, 2173, 942, 2197]
crossword-cell[interactable] — [997, 1982, 1015, 2005]
crossword-cell[interactable] — [888, 2292, 906, 2316]
crossword-cell[interactable] — [997, 2124, 1015, 2148]
putin-body: • ಬೀಜಿಂಗ್: ರಷ್ಯಾ ಅಧ್ಯಕ್ಷ ವ್ಲಾದಿಮಿರ್ ಪುಟಿನ್ ಅವರ ಭಾರತ ಭೇಟಿಗೆ ಚೀನಾ ಧನಾತ್ಮಕವಾಗಿ ಪ್ರತಿಕ್ರಿಯಿಸಿದೆ. ಚೀನಾ, ರಷ್ಯಾ ಮತ್ತು ಭಾರತ ಉದಯೋನ್ಮುಖ ಆರ್ಥಿಕತೆಗಳಾಗಿದ್ದು, ಜಾಗತಿಕ ದಕ್ಷಿಣದ ಪ್ರಮುಖ ಸದಸ್ಯರಾಗಿವೆ ಎಂದು ಚೀನಾ ವಿದೇಶಾಂಗ ಸಚಿವಾಲಯದ ವಕ್ತಾರ ಗುವೋ ಜಿಯಾಕುನ್ ಹೇಳಿದ್ದಾರೆ. ಮೂರೂ ದೇಶಗಳ ನಡುವಿನ ಉತ್ತಮ ಸಂಬಂಧಗಳು ಪ್ರಾದೇಶಿಕ ಮತ್ತು ಜಾಗತಿಕ ಶಾಂತಿ, ಸ್ಥಿರತೆಗೆ ಸಹಾಯಕವಾಗಿವೆ. ತ್ರಿಪಕ್ಷೀಯ ಸಹಕಾರ ಬಲಪಡಿಸುವುದು ಮೂರೂ ರಾಷ್ಟ್ರಗಳ ಹಿತಾಸಕ್ತಿಗೆ ಅನುಗುಣವಾಗಿದೆ ಎಂದು ಅವರು ತಿಳಿಸಿದ್ದಾರೆ. ರಷ್ಯಾದೊಂದಿಗಿನ ಸಂಬಂಧ ಮತ್ತು ಭಾರತದೊಂದಿಗಿನ ಗಡಿ ವಿವಾದ ಸಂಬಂಧಿತ ಮಾತುಕತೆಗಳ ಕುರಿತು ಚೀನಾ ಸಕಾರಾತ್ಮಕ ನಿಲುವು ತಳೆದಿದೆ. 2020ರಲ್ಲಿ ಲಡಾಖ್‌ನ ಗಲ್ವಾನ್ ಕಣಿವೆಯಲ್ಲಿ ನಡೆದ ಸಂಘರ್ಷದ ಬಳಿಕ ಉಭಯ ದೇಶಗಳ ಸಂಬಂಧ ಹದಗೆಟ್ಟಿತ್ತು. ಆದರೆ ಈಗ ಸುಧಾರಿಸುತ್ತಿದೆ ಎಂದು ಗುವೋ ತಿಳಿಸಿದರು. — [46, 1622, 414, 1748]
crossword-cell[interactable] — [851, 2101, 869, 2124]
crossword-cell[interactable]: 9 — [815, 2101, 833, 2124]
crossword-cell[interactable] — [942, 2197, 961, 2220]
crossword-cell — [979, 2316, 998, 2339]
crossword-cell[interactable] — [833, 2197, 852, 2220]
caption-body: ವಿಶ್ವಾಸಾರ್ಹ ಪಂದ್ಯಾವಳಿಯ ಸರಣಿ ಶ್ರೇಷ್ಠ ಆಟಗಾರ ಅಭಿಷೇಕ್ ಶರ್ಮಾ ಟಿ20 ರ‍್ಯಾಂಕಿಂಗ್‌ನಲ್ಲಿ ಮೊದಲ ಸ್ಥಾನ ಪಡೆದಿದ್ದಾರೆ. ಲುಂಗಿ ಎನ್‌ಗಿಡಿ ಆಫ್ರಿಕಾ ಪರ 11 ರನ್ ನೀಡಿ 6 ವಿಕೆಟ್ ಪಡೆದಿದ್ದರು. ಕೊನೆಯ 7 ಪಂದ್ಯಗಳಲ್ಲಿ 8 ವಿಕೆಟ್ ಪಡೆದಿದ್ದಾರೆ. ಈ ಇಬ್ಬರ ನಡುವಿನ ಪೈಪೋಟಿ ಕುತೂಹಲ ಮೂಡಿಸಿದೆ. — [929, 741, 1196, 802]
crossword-cell[interactable] — [851, 2053, 869, 2077]
crossword-cell[interactable] — [1034, 2124, 1052, 2148]
crossword-cell[interactable] — [833, 2244, 852, 2268]
china-headline: ಭಾರತೀಯರ ಸುರಕ್ಷತೆ ಖಾತರಿಗೆ ಸೂಚನೆ — [46, 1932, 631, 1986]
answer-down: 8.ಸಕಲಿ 10.ಆಟಗ — [1104, 2184, 1167, 2195]
crossword-cell[interactable] — [924, 2029, 942, 2053]
clue-down: 11.ಆಧುನಿಕ ಕಾಲದ ಸುದ್ದಿ (3) — [1236, 2238, 1338, 2250]
crossword-cell — [942, 2292, 961, 2316]
crossword-cell[interactable] — [961, 2053, 979, 2077]
pragg-kicker: ಚೆಸ್: ಫಿಡೆ ಸರ್ಕ್ಯೂಟ್‌ನ ಉತ್ತಮ ಆಟಗಾರನೆಂದು ಘೋಷಣೆ — [883, 981, 1295, 1006]
pointing-hand-icon — [46, 160, 123, 236]
clue-across: 7.ಬಿಡುಗಡೆಯಾಗಿ ಒಂದಾದ ಮರ (3) — [1236, 1974, 1359, 1986]
crossword-cell[interactable]: 8 — [815, 2077, 833, 2101]
crossword-cell[interactable] — [1052, 2053, 1071, 2077]
crossword-cell[interactable] — [1034, 2101, 1052, 2124]
crossword-cell — [906, 2316, 925, 2339]
crossword-cell[interactable] — [888, 2244, 906, 2268]
clue-across: 17.ಮನಸ್ಸನ್ನು ಹೊಂದಿರುವ ಮನುಷ್ಯ (3) — [1236, 2097, 1373, 2108]
answer-across: 9.ನಿರಾಸಿಕ್ತ — [1104, 2064, 1138, 2075]
worldcup-body-lower: ಈ ವೇಳೆ, ಸಂಜು ಅವರ ಬಗ್ಗೆ ಮಾತನಾಡಿದ ಸೂರ್ಯ ಸಂಜು ಸ್ಯಾಮ್ಸನ್ ನಿಜವಾಗಲೂ ಉತ್ತಮ ಪ್ರದರ್ಶನ ನೀಡಿದ್ದಾರೆ. ಅವರ ಸ್ಥಾನಕ್ಕೆ ಈಗ ಗಿಲ್ ಬಂದಿದ್ದಾರೆ. ಅವರು ಮಧ್ಯಮ ಕ್ರಮಾಂಕದಲ್ಲಿ ಆಡಬಲ್ಲರು. ಆದರೆ ತಂಡದ ಅಗತ್ಯಕ್ಕೆ ತಕ್ಕಂತೆ ನಿರ್ಧಾರ ತೆಗೆದುಕೊಳ್ಳಲಾಗುವುದು ಎಂದರು. — [1274, 1750, 1496, 1827]
answer-across: 11.ಬದಲಾಯಿಸು — [1104, 2078, 1162, 2090]
clue-across: 9.ದುಡಿಮೆ-ವಿಶ್ವದ ಬೆಳಕು (3) — [1236, 2005, 1336, 2016]
crossword-cell — [869, 2173, 888, 2197]
china-body: • ಹೊಸದಿಲ್ಲಿ: ಚೀನಾದ ವಿಮಾನ ನಿಲ್ದಾಣಗಳ ಮೂಲಕ ಪ್ರಯಾಣಿಸುವ ಭಾರತೀಯ ನಾಗರಿಕರು ಎಚ್ಚರಿಕೆಯಿಂದಿರಬೇಕು. ನಿರಂಕುಶವಾಗಿ ಬಂಧಿಸಲ್ಪಡುವುದಿಲ್ಲ, ಅಥವಾ ಕಿರುಕುಳ ನೀಡುವುದಿಲ್ಲ ಎಂದು ಚೀನಾ ಸರ್ಕಾರ ಖಚಿತಪಡಿಸಬೇಕು ಎಂದು ಭಾರತ ಒತ್ತಾಯಿಸಿದೆ. ಶಾಂಘೈ ವಿಮಾನ ನಿಲ್ದಾಣದಲ್ಲಿ ಅರುಣಾಚಲ ಪ್ರದೇಶದ ಮಹಿಳೆಯೊಬ್ಬರನ್ನು ತಡೆದು ಕಿರುಕುಳ ನೀಡಿದ ಪ್ರಕರಣದ ಹಿನ್ನೆಲೆಯಲ್ಲಿ ಈ ಹೇಳಿಕೆ ನೀಡಲಾಗಿದೆ. ಚೀನಾ ಈ ಘಟನೆಯ ಕುರಿತು ಸ್ಪಷ್ಟನೆ ನೀಡಬೇಕೆಂದು ಆಗ್ರಹಿಸಲಾಗಿದೆ. — [46, 1997, 269, 2122]
crossword-cell[interactable] — [924, 2197, 942, 2220]
brief-title: ಪಾಕ್‌ನಲ್ಲಿ ಅಭಿಷೇಕ್ — [138, 669, 289, 696]
crossword-cell[interactable] — [1052, 2292, 1071, 2316]
crossword-cell[interactable] — [833, 1982, 852, 2005]
crossword-cell[interactable] — [888, 2053, 906, 2077]
crossword-cell — [906, 2005, 925, 2029]
crossword-cell[interactable] — [888, 2148, 906, 2172]
crossword-cell[interactable] — [833, 2029, 852, 2053]
crossword-cell — [979, 2244, 998, 2268]
crossword-cell[interactable] — [961, 2148, 979, 2172]
crossword-cell[interactable] — [997, 2005, 1015, 2029]
crossword-cell — [906, 2244, 925, 2268]
crossword-cell[interactable] — [979, 1982, 998, 2005]
crossword-cell — [979, 2173, 998, 2197]
crossword-cell[interactable] — [833, 2101, 852, 2124]
clue-across: 5.ಕೊಡುವುದರಲ್ಲಿ ಬಲವಾದ ಮರ (3) — [1236, 1943, 1361, 1955]
clue-across: 13.ದೇವರ ಮುಂದೆ ಹಚ್ಚುವ ದೀಪ (3) — [1236, 2051, 1364, 2062]
crossword-cell[interactable] — [1034, 2268, 1052, 2292]
crossword-cell — [1015, 2005, 1034, 2029]
answer-down: 14.ನಿರನನ 16.ನರ — [1104, 2213, 1172, 2224]
crossword-cell[interactable]: 6 — [888, 2029, 906, 2053]
crossword-cell[interactable] — [1070, 2244, 1088, 2268]
china-body: ರಾಜತಾಂತ್ರಿಕ ವಿವಾದ: ಪ್ರೇಮಾ ವಾಂಗ್‌ಜೋಮ್ ಥಾಂಗ್‌ಡಾಕ್ ಎಂಬ ಮಹಿಳೆ ಲಂಡನ್‌ನಿಂದ ಜಪಾನ್‌ಗೆ ಪ್ರಯಾಣಿಸುತ್ತಿದ್ದಾಗ ಶಾಂಘೈನಲ್ಲಿ 18 ಗಂಟೆಗಳ ಕಾಲ ಬಂಧನದಲ್ಲಿರಿಸಿದ್ದರು ಎಂದು ಹೇಳಲಾಗಿದೆ. — [280, 2250, 510, 2311]
